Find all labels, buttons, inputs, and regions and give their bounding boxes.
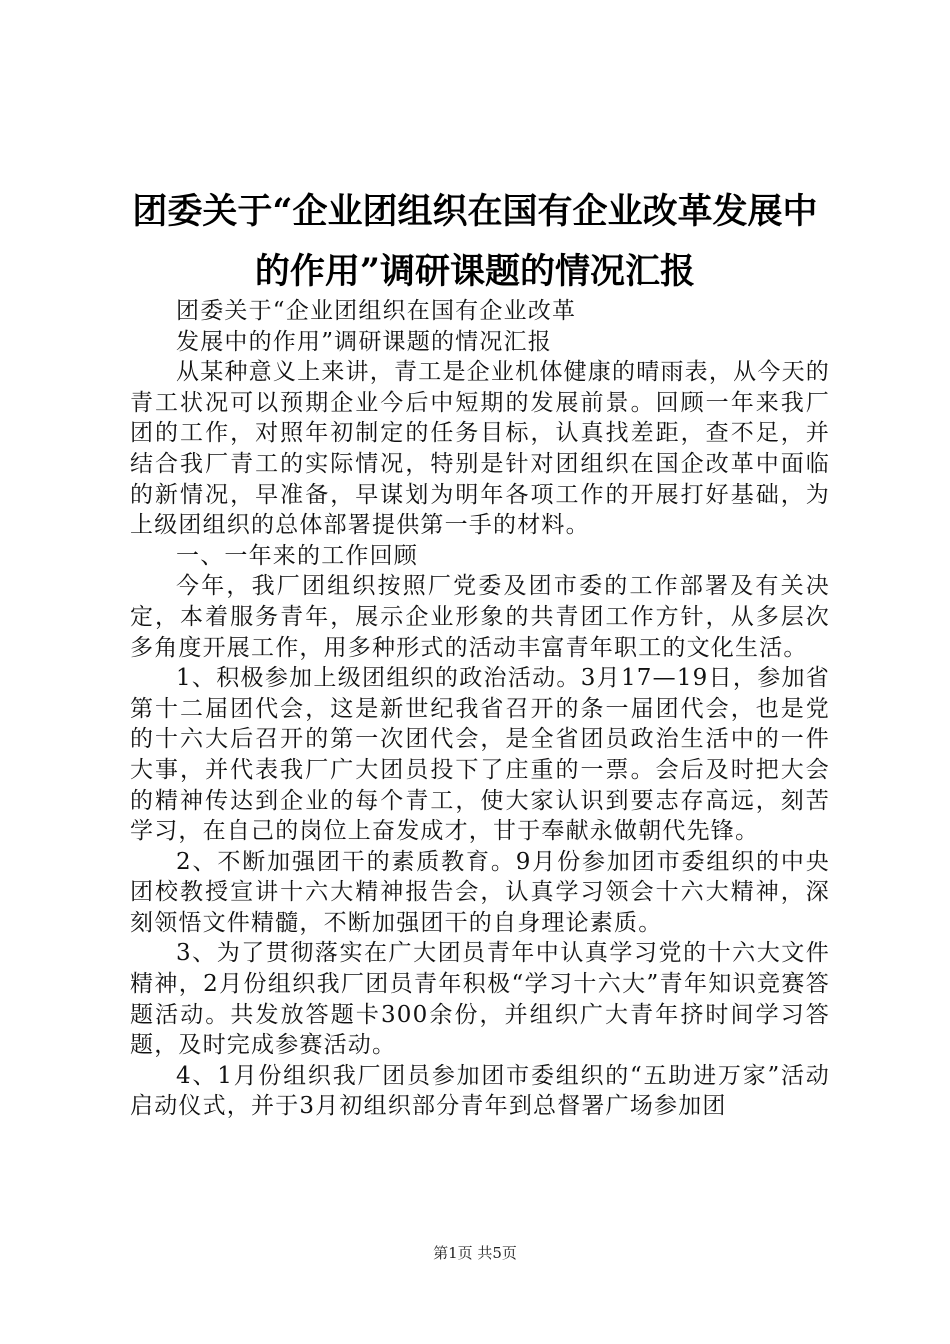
subtitle-line-2: 发展中的作用”调研课题的情况汇报 — [176, 328, 552, 355]
item-1-paragraph: 1、积极参加上级团组织的政治活动。3月17—19日，参加省第十二届团代会，这是新世纪我省召开的条一届团代会，也是党的十六大后召开的第一次团代会，是全省团员政治生活中的一件大事，并代表我厂广大团员投下了庄重的一票。会后及时把大会的精神传达到企业的每个青工，使大家认识到要志存高远，刻苦学习，在自己的岗位上奋发成才，甘于奉献永做朝代先锋。 — [130, 665, 830, 845]
document-title — [100, 182, 850, 302]
item-2-paragraph: 2、不断加强团干的素质教育。9月份参加团市委组织的中央团校教授宣讲十六大精神报告会，认真学习领会十六大精神，深刻领悟文件精髓，不断加强团干的自身理论素质。 — [130, 848, 830, 936]
intro-paragraph: 从某种意义上来讲，青工是企业机体健康的晴雨表，从今天的青工状况可以预期企业今后中短期的发展前景。回顾一年来我厂团的工作，对照年初制定的任务目标，认真找差距，查不足，并结合我厂青工的实际情况，特别是针对团组织在国企改革中面临的新情况，早准备，早谋划为明年各项工作的开展打好基础，为上级团组织的总体部署提供第一手的材料。 — [130, 359, 830, 539]
item-4-paragraph: 4、1月份组织我厂团员参加团市委组织的“五助进万家”活动启动仪式，并于3月初组织部分青年到总督署广场参加团 — [130, 1062, 830, 1120]
title-line-1: 团委关于“企业团组织在国有企业改革发展中 — [132, 191, 818, 232]
title-line-2: 的作用”调研课题的情况汇报 — [254, 251, 696, 292]
overview-paragraph: 今年，我厂团组织按照厂党委及团市委的工作部署及有关决定，本着服务青年，展示企业形象的共青团工作方针，从多层次多角度开展工作，用多种形式的活动丰富青年职工的文化生活。 — [130, 573, 830, 661]
page-footer: 第1页 共5页 — [433, 1244, 517, 1262]
section-heading: 一、一年来的工作回顾 — [176, 542, 418, 569]
document-body — [130, 296, 830, 1122]
subtitle-line-1: 团委关于“企业团组织在国有企业改革 — [176, 298, 577, 324]
item-3-paragraph: 3、为了贯彻落实在广大团员青年中认真学习党的十六大文件精神，2月份组织我厂团员青年积极“学习十六大”青年知识竞赛答题活动。共发放答题卡300余份，并组织广大青年挤时间学习答题，及时完成参赛活动。 — [130, 940, 830, 1059]
